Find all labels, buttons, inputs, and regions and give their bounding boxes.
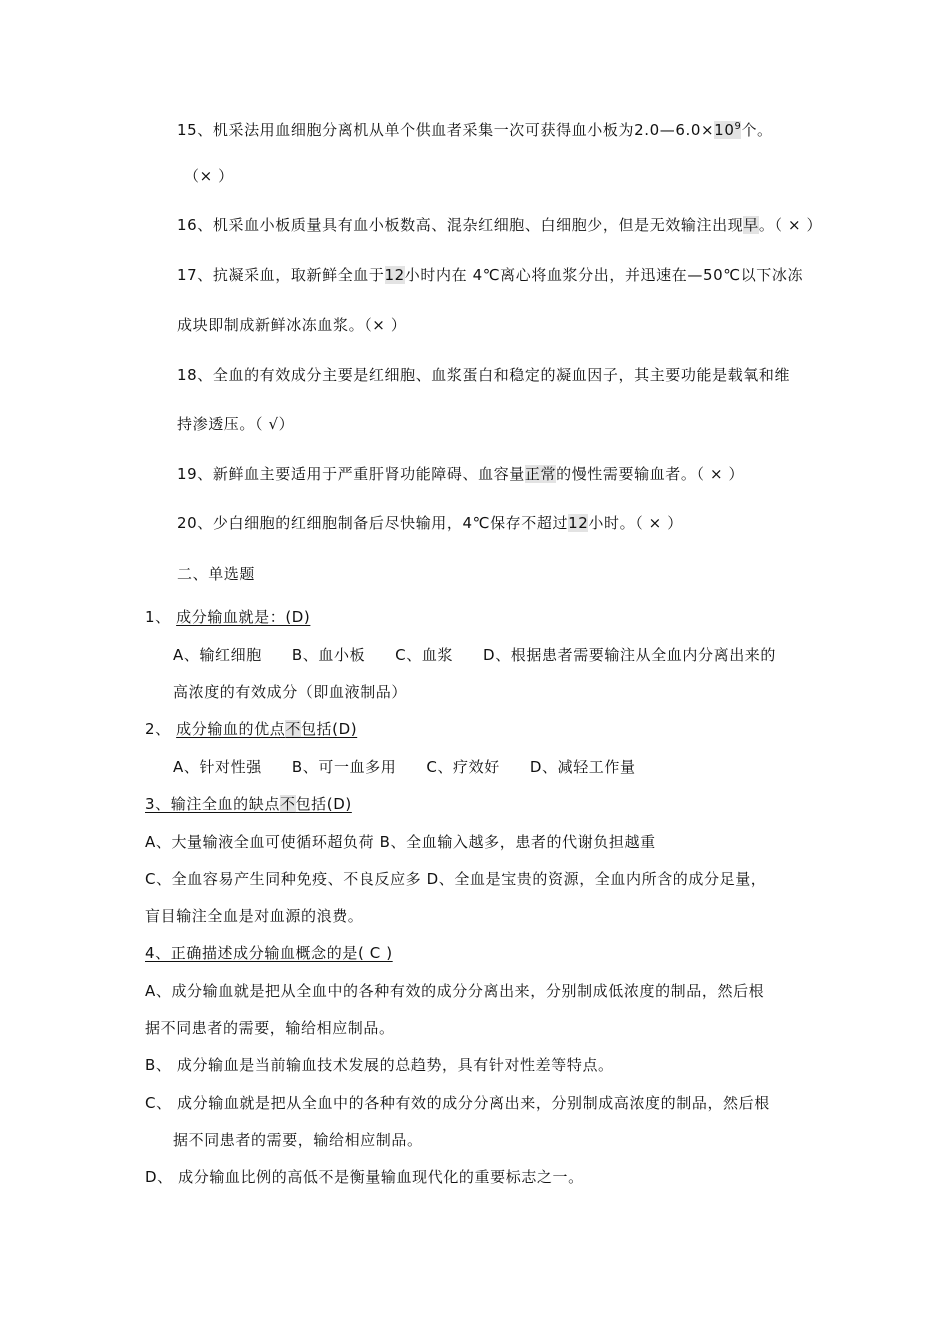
q1-option-b: B、血小板 — [291, 646, 366, 664]
q18-continuation: 持渗透压。（ √） — [177, 415, 295, 433]
q4-option-c: C、 成分输血就是把从全血中的各种有效的成分分离出来，分别制成高浓度的制品，然后根 — [145, 1094, 770, 1112]
q2-highlight: 不 — [285, 720, 301, 738]
q15-text-end: 个。 — [741, 121, 773, 139]
q17-highlight: 12 — [384, 266, 405, 284]
q4-option-b: B、 成分输血是当前输血技术发展的总趋势，具有针对性差等特点。 — [145, 1056, 614, 1074]
question-20 — [177, 513, 683, 533]
q1-stem: 成分输血就是：(D) — [176, 608, 311, 626]
q1-option-d-cont: 高浓度的有效成分（即血液制品） — [173, 683, 408, 701]
q20-highlight: 12 — [568, 514, 589, 532]
mc-question-4: 4、正确描述成分输血概念的是( C ) — [145, 944, 393, 962]
q3-stem-b: 包括(D) — [295, 795, 352, 813]
q15-highlight — [714, 121, 741, 139]
q15-text: 15、机采法用血细胞分离机从单个供血者采集一次可获得血小板为2.0—6.0× — [177, 121, 715, 139]
q16-text: 16、机采血小板质量具有血小板数高、混杂红细胞、白细胞少，但是无效输注出现 — [177, 216, 744, 234]
q1-option-c: C、血浆 — [395, 646, 454, 664]
question-17 — [177, 265, 803, 285]
q2-stem-a: 成分输血的优点 — [176, 720, 286, 738]
q3-stem-a: 3、输注全血的缺点 — [145, 795, 280, 813]
q17-text: 17、抗凝采血，取新鲜全血于 — [177, 266, 385, 284]
mc-question-3 — [145, 794, 352, 814]
q4-option-c-cont: 据不同患者的需要，输给相应制品。 — [173, 1131, 423, 1149]
question-18: 18、全血的有效成分主要是红细胞、血浆蛋白和稳定的凝血因子，其主要功能是载氧和维 — [177, 366, 791, 384]
q16-highlight: 早 — [743, 216, 759, 234]
section-title: 二、单选题 — [177, 565, 256, 583]
q15-base: 10 — [714, 121, 735, 139]
q20-text: 20、少白细胞的红细胞制备后尽快输用，4℃保存不超过 — [177, 514, 569, 532]
q2-option-b: B、可一血多用 — [291, 758, 397, 776]
q3-options-ab: A、大量输液全血可使循环超负荷 B、全血输入越多，患者的代谢负担越重 — [145, 833, 656, 851]
q2-option-c: C、疗效好 — [426, 758, 500, 776]
mc-question-2 — [145, 719, 357, 739]
q1-option-a: A、输红细胞 — [173, 646, 262, 664]
q2-option-a: A、针对性强 — [173, 758, 262, 776]
q17-continuation: 成块即制成新鲜冰冻血浆。（× ） — [177, 316, 407, 334]
q1-option-d: D、根据患者需要输注从全血内分离出来的 — [483, 646, 776, 664]
q19-answer: 的慢性需要输血者。（ × ） — [556, 465, 745, 483]
q2-option-d: D、减轻工作量 — [529, 758, 636, 776]
question-15 — [177, 117, 773, 140]
q20-answer: 小时。（ × ） — [588, 514, 683, 532]
mc-question-1 — [145, 607, 310, 627]
q4-option-d: D、 成分输血比例的高低不是衡量输血现代化的重要标志之一。 — [145, 1168, 584, 1186]
question-19 — [177, 464, 744, 484]
q4-option-a: A、成分输血就是把从全血中的各种有效的成分分离出来，分别制成低浓度的制品，然后根 — [145, 982, 765, 1000]
q19-text: 19、新鲜血主要适用于严重肝肾功能障碍、血容量 — [177, 465, 525, 483]
q3-options-cd: C、全血容易产生同种免疫、不良反应多 D、全血是宝贵的资源，全血内所含的成分足量， — [145, 870, 767, 888]
question-16 — [177, 215, 822, 235]
q1-options — [173, 645, 776, 665]
q19-highlight: 正常 — [524, 465, 557, 483]
q2-number: 2、 — [145, 720, 171, 738]
q15-exponent: 9 — [734, 121, 742, 132]
q3-highlight: 不 — [279, 795, 296, 813]
q4-option-a-cont: 据不同患者的需要，输给相应制品。 — [145, 1019, 395, 1037]
q3-option-d-cont: 盲目输注全血是对血源的浪费。 — [145, 907, 364, 925]
q2-stem — [176, 720, 357, 738]
q15-answer: （× ） — [184, 167, 234, 185]
q16-answer: 。（ × ） — [758, 216, 823, 234]
q1-number: 1、 — [145, 608, 171, 626]
q2-stem-b: 包括(D) — [300, 720, 358, 738]
q2-options — [173, 757, 636, 777]
q17-text-end: 小时内在 4℃离心将血浆分出，并迅速在—50℃以下冰冻 — [404, 266, 804, 284]
